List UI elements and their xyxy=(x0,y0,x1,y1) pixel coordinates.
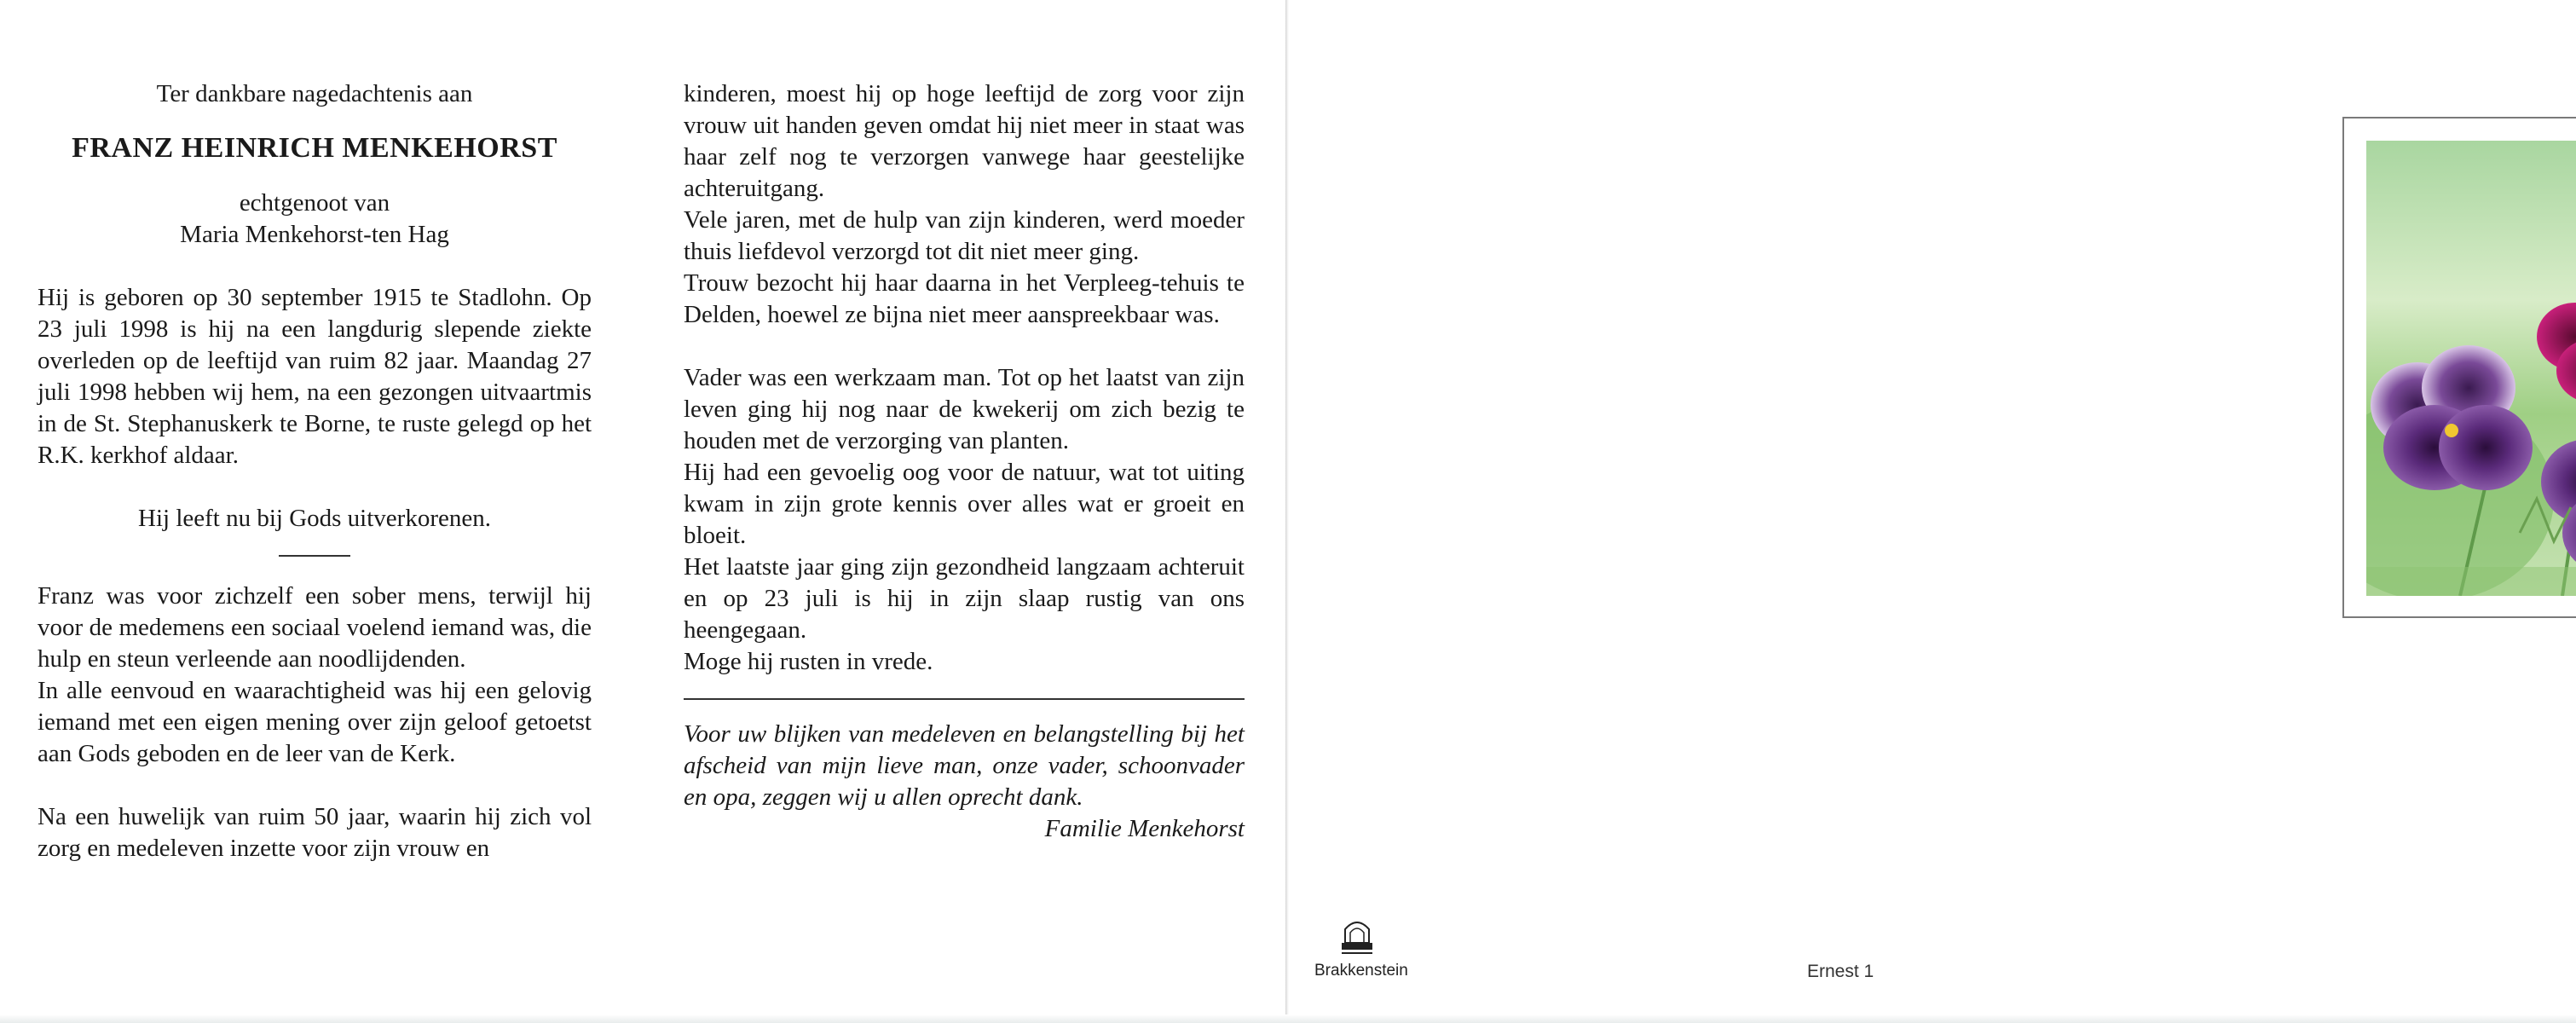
thanks-paragraph: Voor uw blijken van medeleven en belangstelling bij het afscheid van mijn lieve man, onze vader, schoonvader en opa, zeggen wij u allen oprecht dank. xyxy=(684,720,1245,811)
faith-paragraph: In alle eenvoud en waarachtigheid was hij een gelovig iemand met een eigen mening over zijn geloof getoetst aan Gods geboden en de leer van de Kerk. xyxy=(38,677,592,767)
pansy-flowers-icon xyxy=(2366,141,2576,596)
card-back-page xyxy=(1289,0,2576,1023)
nature-paragraph: Hij had een gevoelig oog voor de natuur, wat tot uiting kwam in zijn grote kennis over alles wat er groeit en bloeit. xyxy=(684,459,1245,549)
home-care-paragraph: Vele jaren, met de hulp van zijn kinderen, werd moeder thuis liefdevol verzorgd tot dit niet meer ging. xyxy=(684,206,1245,265)
character-paragraph: Franz was voor zichzelf een sober mens, terwijl hij voor de medemens een sociaal voelend iemand was, die hulp en steun verleende aan noodlijdenden. xyxy=(38,582,592,673)
brakkenstein-emblem-icon xyxy=(1338,914,1376,957)
right-text-column xyxy=(684,78,1245,845)
marriage-paragraph: Na een huwelijk van ruim 50 jaar, waarin hij zich vol zorg en medeleven inzette voor zijn vrouw en xyxy=(38,803,592,862)
faith-quote: Hij leeft nu bij Gods uitverkorenen. xyxy=(138,505,491,532)
spouse-name: Maria Menkehorst-ten Hag xyxy=(180,221,449,248)
care-paragraph: kinderen, moest hij op hoge leeftijd de zorg voor zijn vrouw uit handen geven omdat hij niet meer in staat was haar zelf nog te verzorgen vanwege haar geestelijke achteruitgang. xyxy=(684,80,1245,202)
card-code: Ernest 1 xyxy=(1807,962,1874,981)
scan-bottom-edge xyxy=(0,1014,2576,1023)
rest-in-peace-line: Moge hij rusten in vrede. xyxy=(684,648,933,675)
publisher-name: Brakkenstein xyxy=(1314,962,1408,980)
birth-death-paragraph: Hij is geboren op 30 september 1915 te Stadlohn. Op 23 juli 1998 is hij na een langdurig slepende ziekte overleden op de leeftijd van ruim 82 jaar. Maandag 27 juli 1998 hebben wij hem, na een gezongen uitvaartmis in de St. Stephanuskerk te Borne, te ruste gelegd op het R.K. kerkhof aldaar. xyxy=(38,284,592,469)
visits-paragraph: Trouw bezocht hij haar daarna in het Verpleeg-tehuis te Delden, hoewel ze bijna niet meer aanspreekbaar was. xyxy=(684,269,1245,328)
left-text-column xyxy=(38,78,592,864)
card-inside-page xyxy=(0,0,1285,1023)
long-divider xyxy=(684,698,1245,700)
dedication-intro: Ter dankbare nagedachtenis aan xyxy=(156,80,473,107)
work-paragraph: Vader was een werkzaam man. Tot op het laatst van zijn leven ging hij nog naar de kwekerij om zich bezig te houden met de verzorging van planten. xyxy=(684,364,1245,454)
short-divider xyxy=(279,555,350,557)
last-year-paragraph: Het laatste jaar ging zijn gezondheid langzaam achteruit en op 23 juli is hij in zijn slaap rustig van ons heengegaan. xyxy=(684,553,1245,644)
publisher-logo xyxy=(1314,914,1408,980)
spouse-label: echtgenoot van xyxy=(239,189,390,217)
family-signature: Familie Menkehorst xyxy=(1044,815,1245,842)
photo-frame xyxy=(2342,117,2576,618)
deceased-name: FRANZ HEINRICH MENKEHORST xyxy=(72,132,557,164)
